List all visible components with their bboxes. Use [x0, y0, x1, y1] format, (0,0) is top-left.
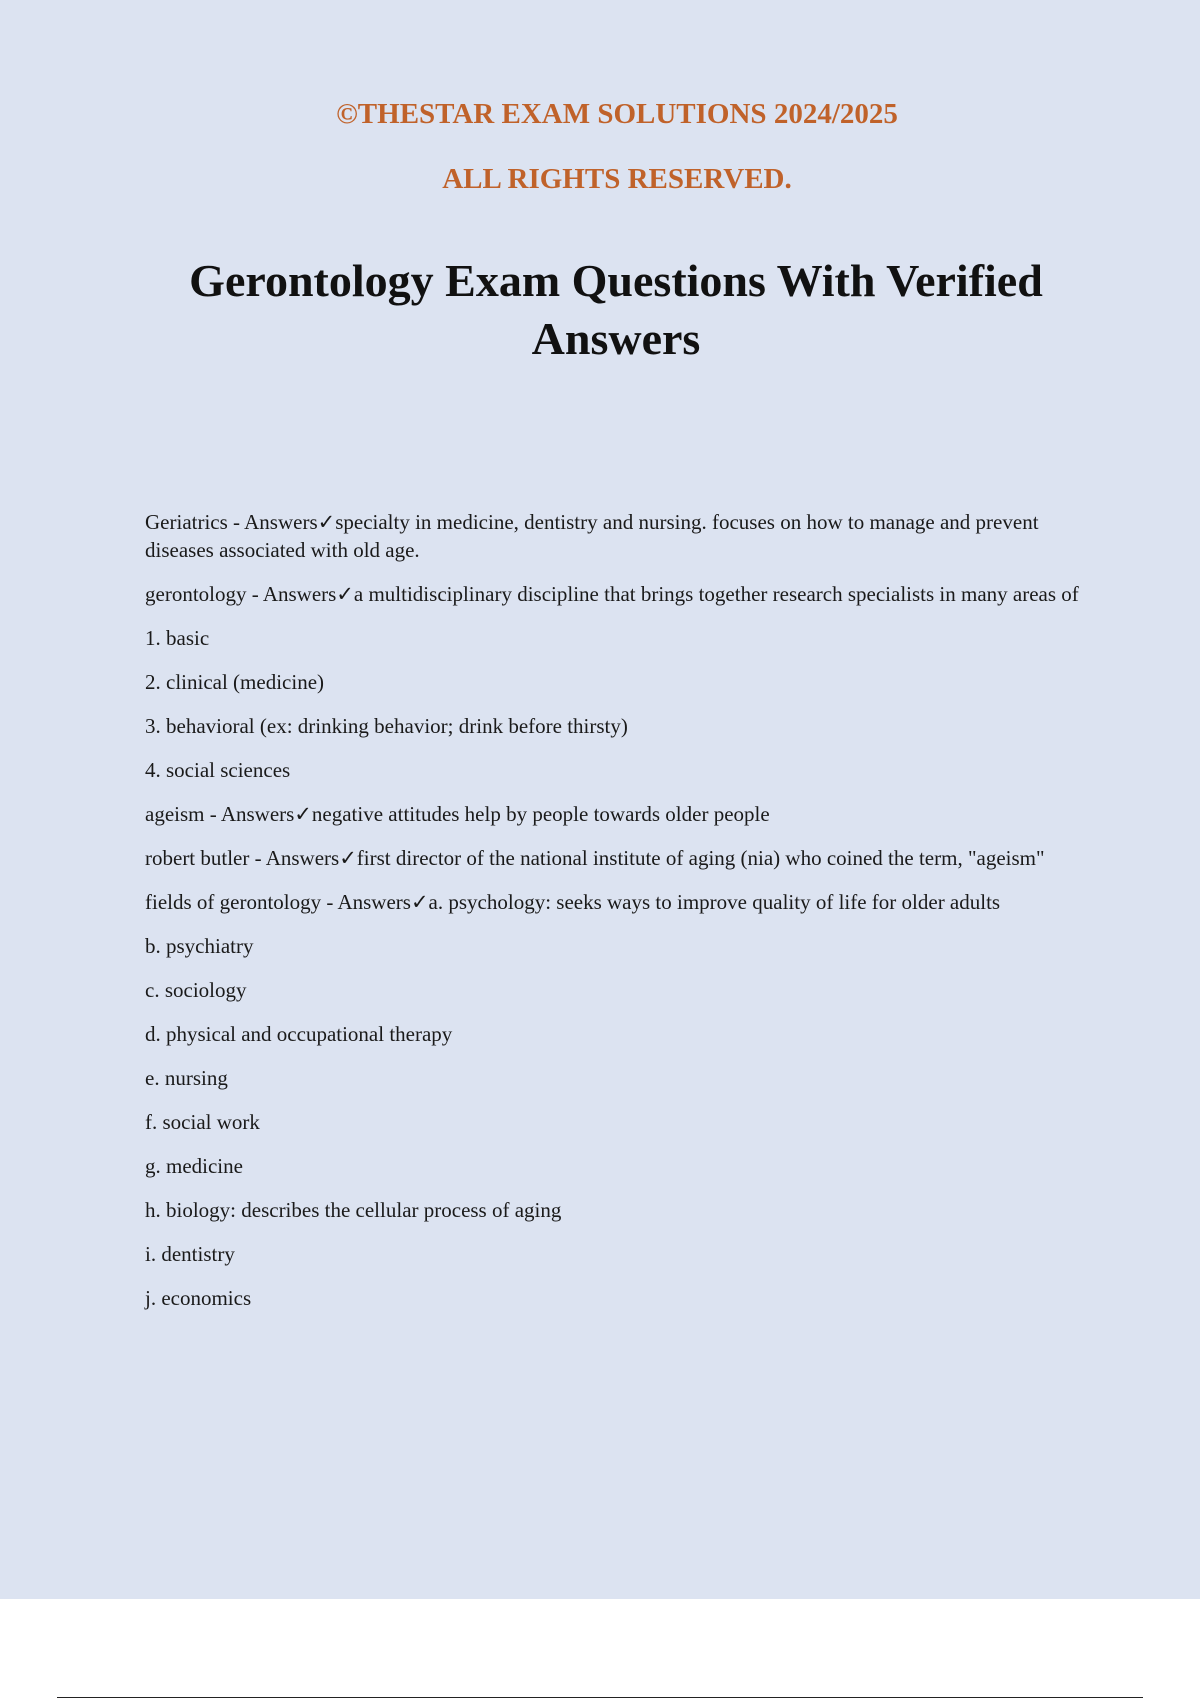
- list-item: j. economics: [145, 1286, 252, 1310]
- list-item: f. social work: [145, 1110, 260, 1134]
- paragraph: fields of gerontology - Answers✓a. psychology: seeks ways to improve quality of life for older adults: [145, 890, 1001, 914]
- list-item: h. biology: describes the cellular process of aging: [145, 1198, 562, 1222]
- list-item: i. dentistry: [145, 1242, 235, 1266]
- page-divider: [57, 1697, 1143, 1698]
- list-item: 4. social sciences: [145, 758, 291, 782]
- document-title: Gerontology Exam Questions With Verified Answers: [189, 255, 1043, 364]
- list-item: d. physical and occupational therapy: [145, 1022, 453, 1046]
- rights-reserved-header: ALL RIGHTS RESERVED.: [442, 163, 792, 195]
- list-item: 1. basic: [145, 626, 210, 650]
- paragraph: gerontology - Answers✓a multidisciplinary discipline that brings together research specialists in many areas of: [145, 582, 1079, 606]
- list-item: c. sociology: [145, 978, 247, 1002]
- paragraph: robert butler - Answers✓first director of the national institute of aging (nia) who coined the term, "ageism": [145, 846, 1045, 870]
- paragraph: Geriatrics - Answers✓specialty in medicine, dentistry and nursing. focuses on how to manage and prevent diseases associated with old age.: [145, 510, 1039, 562]
- paragraph: ageism - Answers✓negative attitudes help by people towards older people: [145, 802, 770, 826]
- list-item: g. medicine: [145, 1154, 243, 1178]
- copyright-header: ©THESTAR EXAM SOLUTIONS 2024/2025: [336, 98, 898, 130]
- document-body: [145, 508, 1095, 1328]
- list-item: b. psychiatry: [145, 934, 254, 958]
- list-item: e. nursing: [145, 1066, 228, 1090]
- list-item: 2. clinical (medicine): [145, 670, 325, 694]
- list-item: 3. behavioral (ex: drinking behavior; drink before thirsty): [145, 714, 628, 738]
